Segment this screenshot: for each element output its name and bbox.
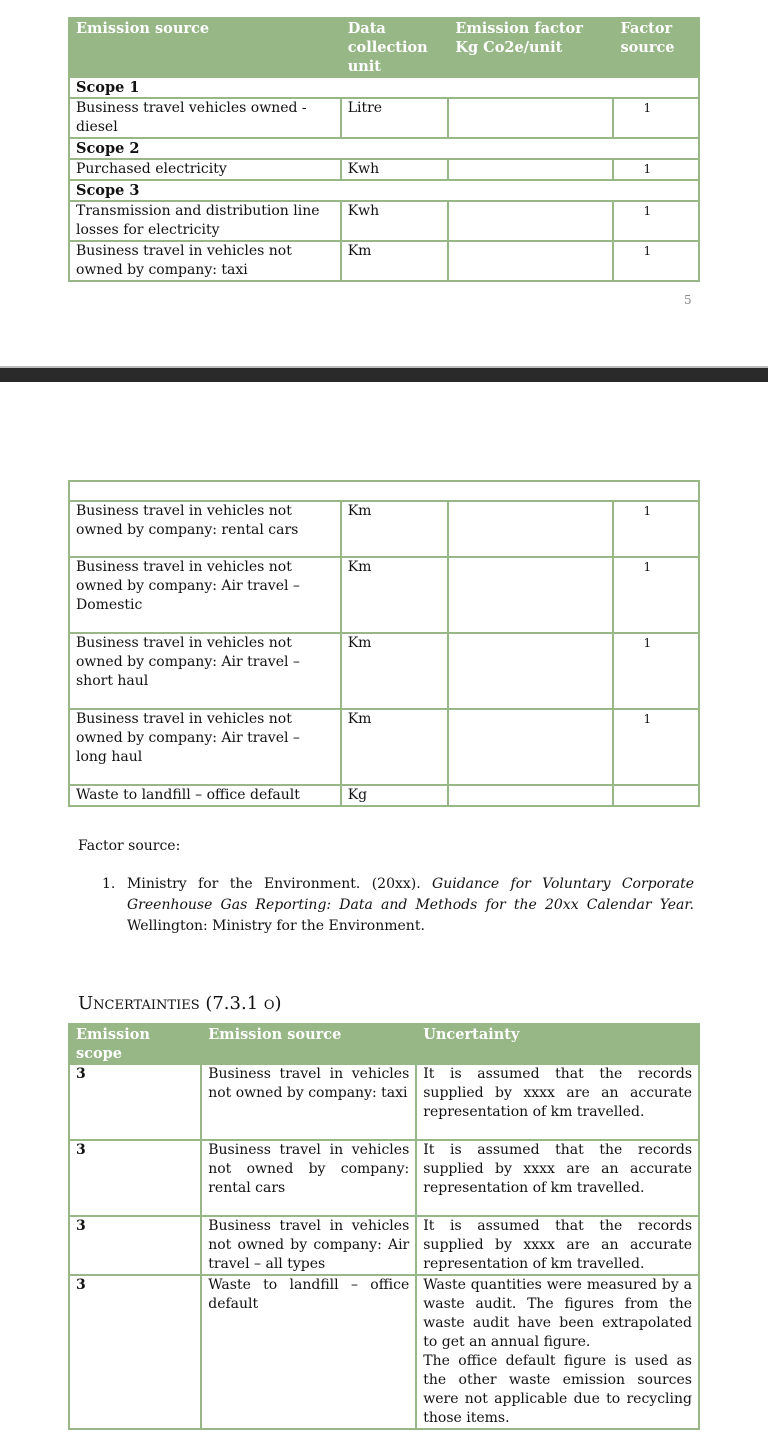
unit-cell: Km bbox=[341, 501, 449, 557]
reference-publisher: Wellington: Ministry for the Environment. bbox=[127, 918, 425, 934]
header-emission-source: Emission source bbox=[201, 1024, 416, 1064]
table-row bbox=[69, 709, 699, 785]
header-uncertainty: Uncertainty bbox=[416, 1024, 699, 1064]
header-data-collection-unit: Data collection unit bbox=[341, 18, 449, 77]
scope-row bbox=[69, 77, 699, 98]
factor-source-value: 1 bbox=[643, 712, 652, 726]
scope-cell: 3 bbox=[69, 1275, 201, 1429]
factor-source-cell bbox=[613, 557, 699, 633]
emission-source-cell: Business travel in vehicles not owned by company: Air travel – short haul bbox=[69, 633, 341, 709]
table-row bbox=[69, 785, 699, 806]
unit-cell: Km bbox=[341, 241, 449, 281]
table-row bbox=[69, 98, 699, 138]
factor-source-value: 1 bbox=[643, 560, 652, 574]
emission-factor-cell bbox=[448, 98, 613, 138]
factor-source-cell bbox=[613, 98, 699, 138]
emission-sources-table bbox=[68, 17, 700, 282]
header-emission-scope: Emission scope bbox=[69, 1024, 201, 1064]
factor-source-value: 1 bbox=[643, 244, 652, 258]
emission-factor-cell bbox=[448, 501, 613, 557]
emission-factor-cell bbox=[448, 159, 613, 180]
header-factor-source: Factor source bbox=[613, 18, 699, 77]
emission-factor-cell bbox=[448, 201, 613, 241]
page-5 bbox=[0, 0, 768, 366]
emission-source-cell: Business travel in vehicles not owned by company: Air travel – long haul bbox=[69, 709, 341, 785]
unit-cell: Litre bbox=[341, 98, 449, 138]
uncertainty-cell: It is assumed that the records supplied by xxxx are an accurate representation of km travelled. bbox=[416, 1064, 699, 1140]
scope-row bbox=[69, 138, 699, 159]
factor-source-cell bbox=[613, 709, 699, 785]
emission-source-cell: Waste to landfill – office default bbox=[201, 1275, 416, 1429]
emission-source-cell: Business travel in vehicles not owned by company: taxi bbox=[201, 1064, 416, 1140]
table-row bbox=[69, 201, 699, 241]
emission-source-cell: Business travel in vehicles not owned by company: Air travel – all types bbox=[201, 1216, 416, 1275]
unit-cell: Kg bbox=[341, 785, 449, 806]
emission-sources-table-continued bbox=[68, 480, 700, 807]
emission-factor-cell bbox=[448, 633, 613, 709]
uncertainties-table bbox=[68, 1023, 700, 1430]
reference-author: Ministry for the Environment. (20xx). bbox=[127, 876, 433, 892]
unit-cell: Km bbox=[341, 557, 449, 633]
scope-cell: 3 bbox=[69, 1140, 201, 1216]
factor-source-value: 1 bbox=[643, 101, 652, 115]
reference-text bbox=[127, 874, 694, 937]
factor-source-cell bbox=[613, 201, 699, 241]
reference-title: Guidance for Voluntary Corporate Greenhouse Gas Reporting: Data and Methods for the 20xx Calendar Year. bbox=[127, 876, 695, 913]
emission-source-cell: Waste to landfill – office default bbox=[69, 785, 341, 806]
factor-source-cell bbox=[613, 633, 699, 709]
page-number: 5 bbox=[684, 293, 692, 307]
reference-number: 1. bbox=[102, 876, 116, 892]
scope-label: Scope 2 bbox=[69, 138, 699, 159]
unit-cell: Km bbox=[341, 633, 449, 709]
table-row bbox=[69, 501, 699, 557]
factor-source-value: 1 bbox=[643, 204, 652, 218]
factor-source-cell bbox=[613, 241, 699, 281]
reference-list-item bbox=[102, 874, 694, 937]
factor-source-label: Factor source: bbox=[78, 838, 181, 854]
emission-source-cell: Business travel vehicles owned - diesel bbox=[69, 98, 341, 138]
table-row bbox=[69, 1064, 699, 1140]
emission-source-cell: Business travel in vehicles not owned by company: taxi bbox=[69, 241, 341, 281]
scope-cell: 3 bbox=[69, 1064, 201, 1140]
unit-cell: Km bbox=[341, 709, 449, 785]
header-emission-source: Emission source bbox=[69, 18, 341, 77]
emission-source-cell: Purchased electricity bbox=[69, 159, 341, 180]
emission-factor-cell bbox=[448, 241, 613, 281]
factor-source-value: 1 bbox=[643, 636, 652, 650]
emission-factor-cell bbox=[448, 785, 613, 806]
table-row bbox=[69, 159, 699, 180]
page-6 bbox=[0, 382, 768, 1452]
emission-source-cell: Transmission and distribution line losses for electricity bbox=[69, 201, 341, 241]
uncertainty-paragraph: Waste quantities were measured by a waste audit. The figures from the waste audit have been extrapolated to get an annual figure. bbox=[423, 1277, 692, 1350]
table-row bbox=[69, 1275, 699, 1429]
factor-source-value: 1 bbox=[643, 504, 652, 518]
scope-cell: 3 bbox=[69, 1216, 201, 1275]
emission-factor-cell bbox=[448, 709, 613, 785]
table-row bbox=[69, 1140, 699, 1216]
scope-row bbox=[69, 180, 699, 201]
factor-source-cell bbox=[613, 159, 699, 180]
repeated-header-row bbox=[69, 481, 699, 501]
uncertainty-cell bbox=[416, 1275, 699, 1429]
uncertainty-cell: It is assumed that the records supplied by xxxx are an accurate representation of km travelled. bbox=[416, 1216, 699, 1275]
emission-source-cell: Business travel in vehicles not owned by company: Air travel – Domestic bbox=[69, 557, 341, 633]
emission-source-cell: Business travel in vehicles not owned by company: rental cars bbox=[69, 501, 341, 557]
factor-source-cell bbox=[613, 501, 699, 557]
emission-source-cell: Business travel in vehicles not owned by company: rental cars bbox=[201, 1140, 416, 1216]
unit-cell: Kwh bbox=[341, 159, 449, 180]
unit-cell: Kwh bbox=[341, 201, 449, 241]
empty-header-cell bbox=[69, 481, 699, 501]
uncertainties-heading: Uncertainties (7.3.1 o) bbox=[78, 993, 282, 1014]
table-row bbox=[69, 1216, 699, 1275]
table-header-row bbox=[69, 1024, 699, 1064]
table-row bbox=[69, 241, 699, 281]
factor-source-cell bbox=[613, 785, 699, 806]
factor-source-value: 1 bbox=[643, 162, 652, 176]
table-row bbox=[69, 557, 699, 633]
table-header-row bbox=[69, 18, 699, 77]
uncertainty-cell: It is assumed that the records supplied by xxxx are an accurate representation of km travelled. bbox=[416, 1140, 699, 1216]
uncertainty-paragraph: The office default figure is used as the other waste emission sources were not applicable due to recycling those items. bbox=[423, 1353, 692, 1426]
scope-label: Scope 3 bbox=[69, 180, 699, 201]
scope-label: Scope 1 bbox=[69, 77, 699, 98]
table-row bbox=[69, 633, 699, 709]
page-separator bbox=[0, 366, 768, 382]
emission-factor-cell bbox=[448, 557, 613, 633]
header-emission-factor: Emission factor Kg Co2e/unit bbox=[448, 18, 613, 77]
